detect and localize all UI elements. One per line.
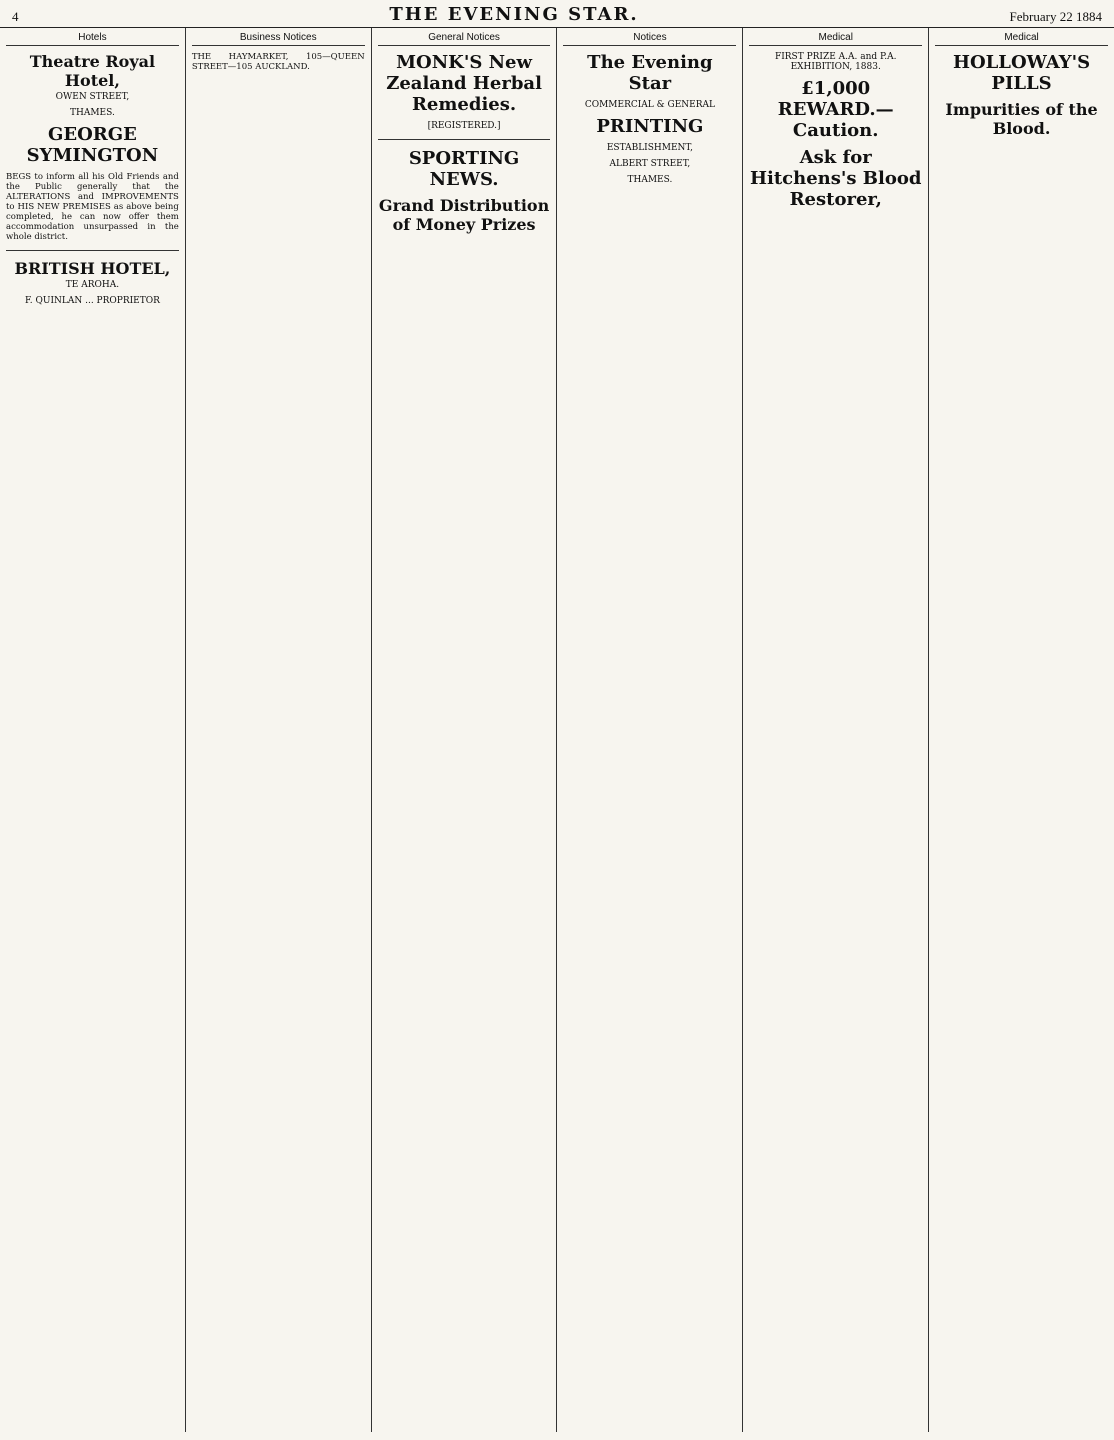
newspaper-title: THE EVENING STAR. <box>389 4 639 25</box>
theatre-royal-proprietor: GEORGE SYMINGTON <box>26 124 159 166</box>
page-number: 4 <box>12 9 19 24</box>
section-header-hotels: Hotels <box>6 32 179 46</box>
issue-date: February 22 1884 <box>1009 9 1102 24</box>
column-general <box>372 28 558 1432</box>
printing-line2: PRINTING <box>596 116 704 137</box>
column-hotels <box>0 28 186 1432</box>
impurities-title: Impurities of the Blood. <box>945 100 1098 138</box>
column-medical-right <box>929 28 1114 1432</box>
section-header-general: General Notices <box>378 32 551 46</box>
hitchens-headline: Ask for Hitchens's Blood Restorer, <box>750 147 922 210</box>
british-hotel-place: TE AROHA. <box>65 280 120 291</box>
exhibition-prize: FIRST PRIZE A.A. and P.A. EXHIBITION, 1883. <box>774 52 897 72</box>
column-medical <box>743 28 929 1432</box>
printing-address: ALBERT STREET, <box>609 159 691 169</box>
holloways-pills: HOLLOWAY'S PILLS <box>952 52 1091 94</box>
masthead <box>0 0 1114 28</box>
column-business <box>186 28 372 1432</box>
page-columns <box>0 28 1114 1432</box>
theatre-royal-address: OWEN STREET, <box>55 92 130 102</box>
reward-caution: £1,000 REWARD.—Caution. <box>777 78 894 141</box>
printing-line3: ESTABLISHMENT, <box>606 143 693 153</box>
section-header-medical: Medical <box>749 32 922 46</box>
section-header-business: Business Notices <box>192 32 365 46</box>
british-hotel-title: BRITISH HOTEL, <box>14 259 171 279</box>
monks-registered: [REGISTERED.] <box>427 121 501 131</box>
haymarket-ad: THE HAYMARKET, 105—QUEEN STREET—105 AUCKLAND. <box>191 52 365 73</box>
sporting-news-title: SPORTING NEWS. <box>408 148 520 190</box>
theatre-royal-hotel-title: Theatre Royal Hotel, <box>29 52 156 90</box>
printing-town: THAMES. <box>627 175 673 185</box>
grand-distribution-title: Grand Distribution of Money Prizes <box>378 196 550 234</box>
british-hotel-proprietor: F. QUINLAN ... PROPRIETOR <box>24 296 160 307</box>
evening-star-brand: The Evening Star <box>587 52 713 94</box>
printing-line1: COMMERCIAL & GENERAL <box>584 100 715 110</box>
monks-title: MONK'S New Zealand Herbal Remedies. <box>386 52 542 115</box>
theatre-royal-body: BEGS to inform all his Old Friends and the Public generally that the ALTERATIONS and IMPROVEMENTS to HIS NEW PREMISES as above being completed, he can now offer them accommodation unsurpassed in the whole district. <box>6 172 179 243</box>
column-notices <box>557 28 743 1432</box>
theatre-royal-town: THAMES. <box>69 108 115 118</box>
divider <box>378 139 551 140</box>
divider <box>6 250 179 251</box>
section-header-medical-right: Medical <box>935 32 1108 46</box>
section-header-notices: Notices <box>563 32 736 46</box>
